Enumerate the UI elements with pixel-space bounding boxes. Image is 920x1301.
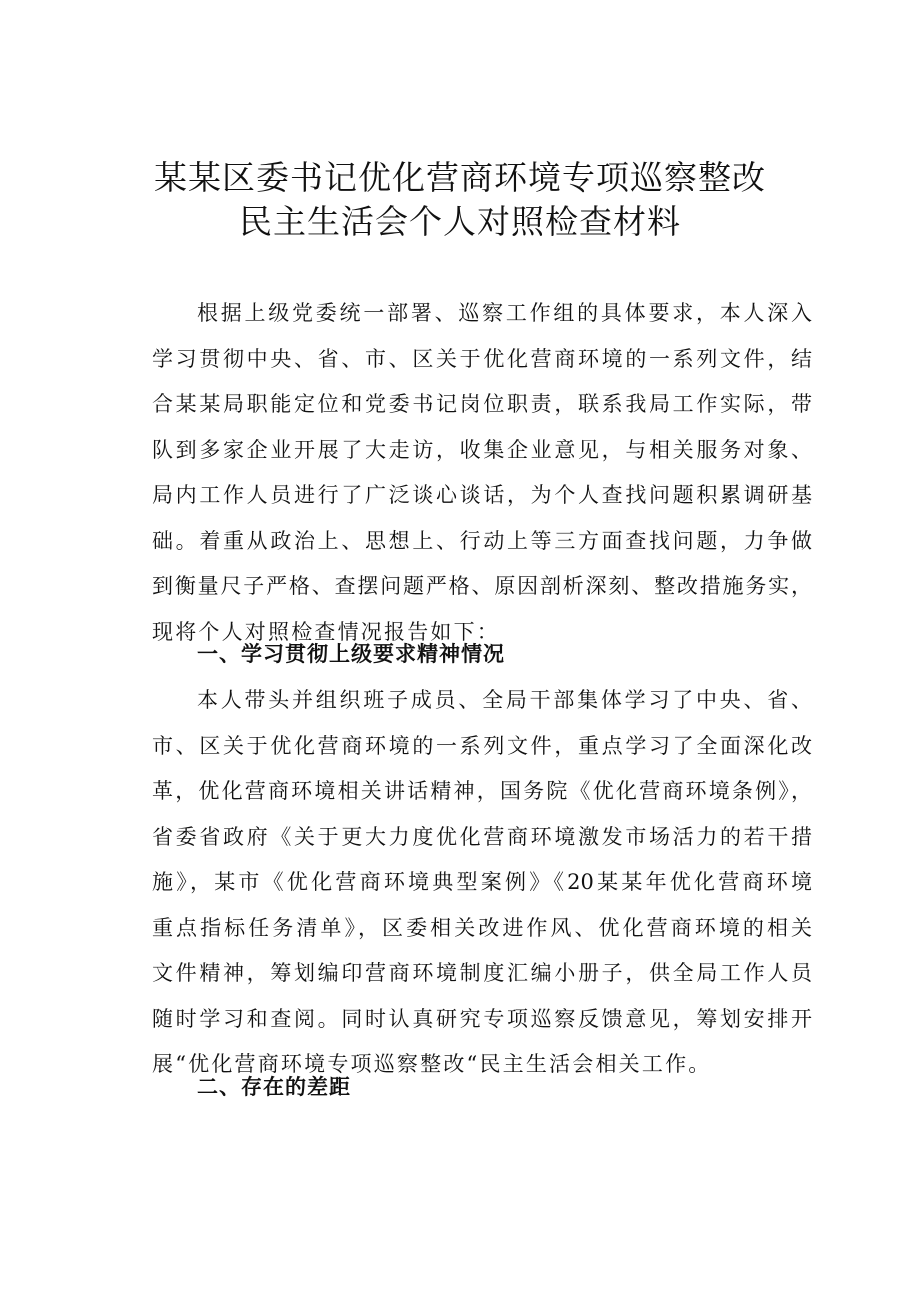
- paragraph-line: 本人带头并组织班子成员、全局干部集体学习了中央、省、: [197, 688, 812, 712]
- paragraph-line: 重点指标任务清单》，区委相关改进作风、优化营商环境的相关: [152, 915, 812, 940]
- paragraph-line: 根据上级党委统一部署、巡察工作组的具体要求，本人深入: [197, 301, 812, 325]
- section-heading-text: 二、存在的差距: [197, 1075, 351, 1099]
- document-title-line-2: 民主生活会个人对照检查材料: [239, 202, 681, 241]
- paragraph-line: 省委省政府《关于更大力度优化营商环境激发市场活力的若干措: [152, 824, 812, 849]
- paragraph-line: 队到多家企业开展了大走访，收集企业意见，与相关服务对象、: [152, 437, 812, 462]
- paragraph-line: 革，优化营商环境相关讲话精神，国务院《优化营商环境条例》，: [152, 779, 812, 803]
- paragraph-line: 到衡量尺子严格、查摆问题严格、原因剖析深刻、整改措施务实，: [152, 574, 812, 598]
- paragraph-line: 随时学习和查阅。同时认真研究专项巡察反馈意见，筹划安排开: [152, 1006, 812, 1031]
- paragraph-line: 现将个人对照检查情况报告如下：: [152, 619, 500, 644]
- paragraph-line: 展“优化营商环境专项巡察整改“民主生活会相关工作。: [152, 1052, 712, 1076]
- section-heading-2: [152, 1065, 812, 1111]
- paragraph-line: 施》，某市《优化营商环境典型案例》《20某某年优化营商环境: [152, 870, 812, 894]
- paragraph-study: [152, 678, 812, 1088]
- section-heading-text: 一、学习贯彻上级要求精神情况: [197, 642, 505, 666]
- paragraph-intro: [152, 291, 812, 655]
- paragraph-line: 文件精神，筹划编印营商环境制度汇编小册子，供全局工作人员: [152, 961, 812, 985]
- paragraph-line: 局内工作人员进行了广泛谈心谈话，为个人查找问题积累调研基: [152, 483, 812, 507]
- paragraph-line: 学习贯彻中央、省、市、区关于优化营商环境的一系列文件，结: [152, 346, 812, 371]
- paragraph-line: 合某某局职能定位和党委书记岗位职责，联系我局工作实际，带: [152, 392, 812, 416]
- paragraph-line: 市、区关于优化营商环境的一系列文件，重点学习了全面深化改: [152, 733, 812, 758]
- document-title-line-1: 某某区委书记优化营商环境专项巡察整改: [154, 158, 766, 197]
- section-heading-1: [152, 632, 812, 678]
- paragraph-line: 础。着重从政治上、思想上、行动上等三方面查找问题，力争做: [152, 528, 812, 553]
